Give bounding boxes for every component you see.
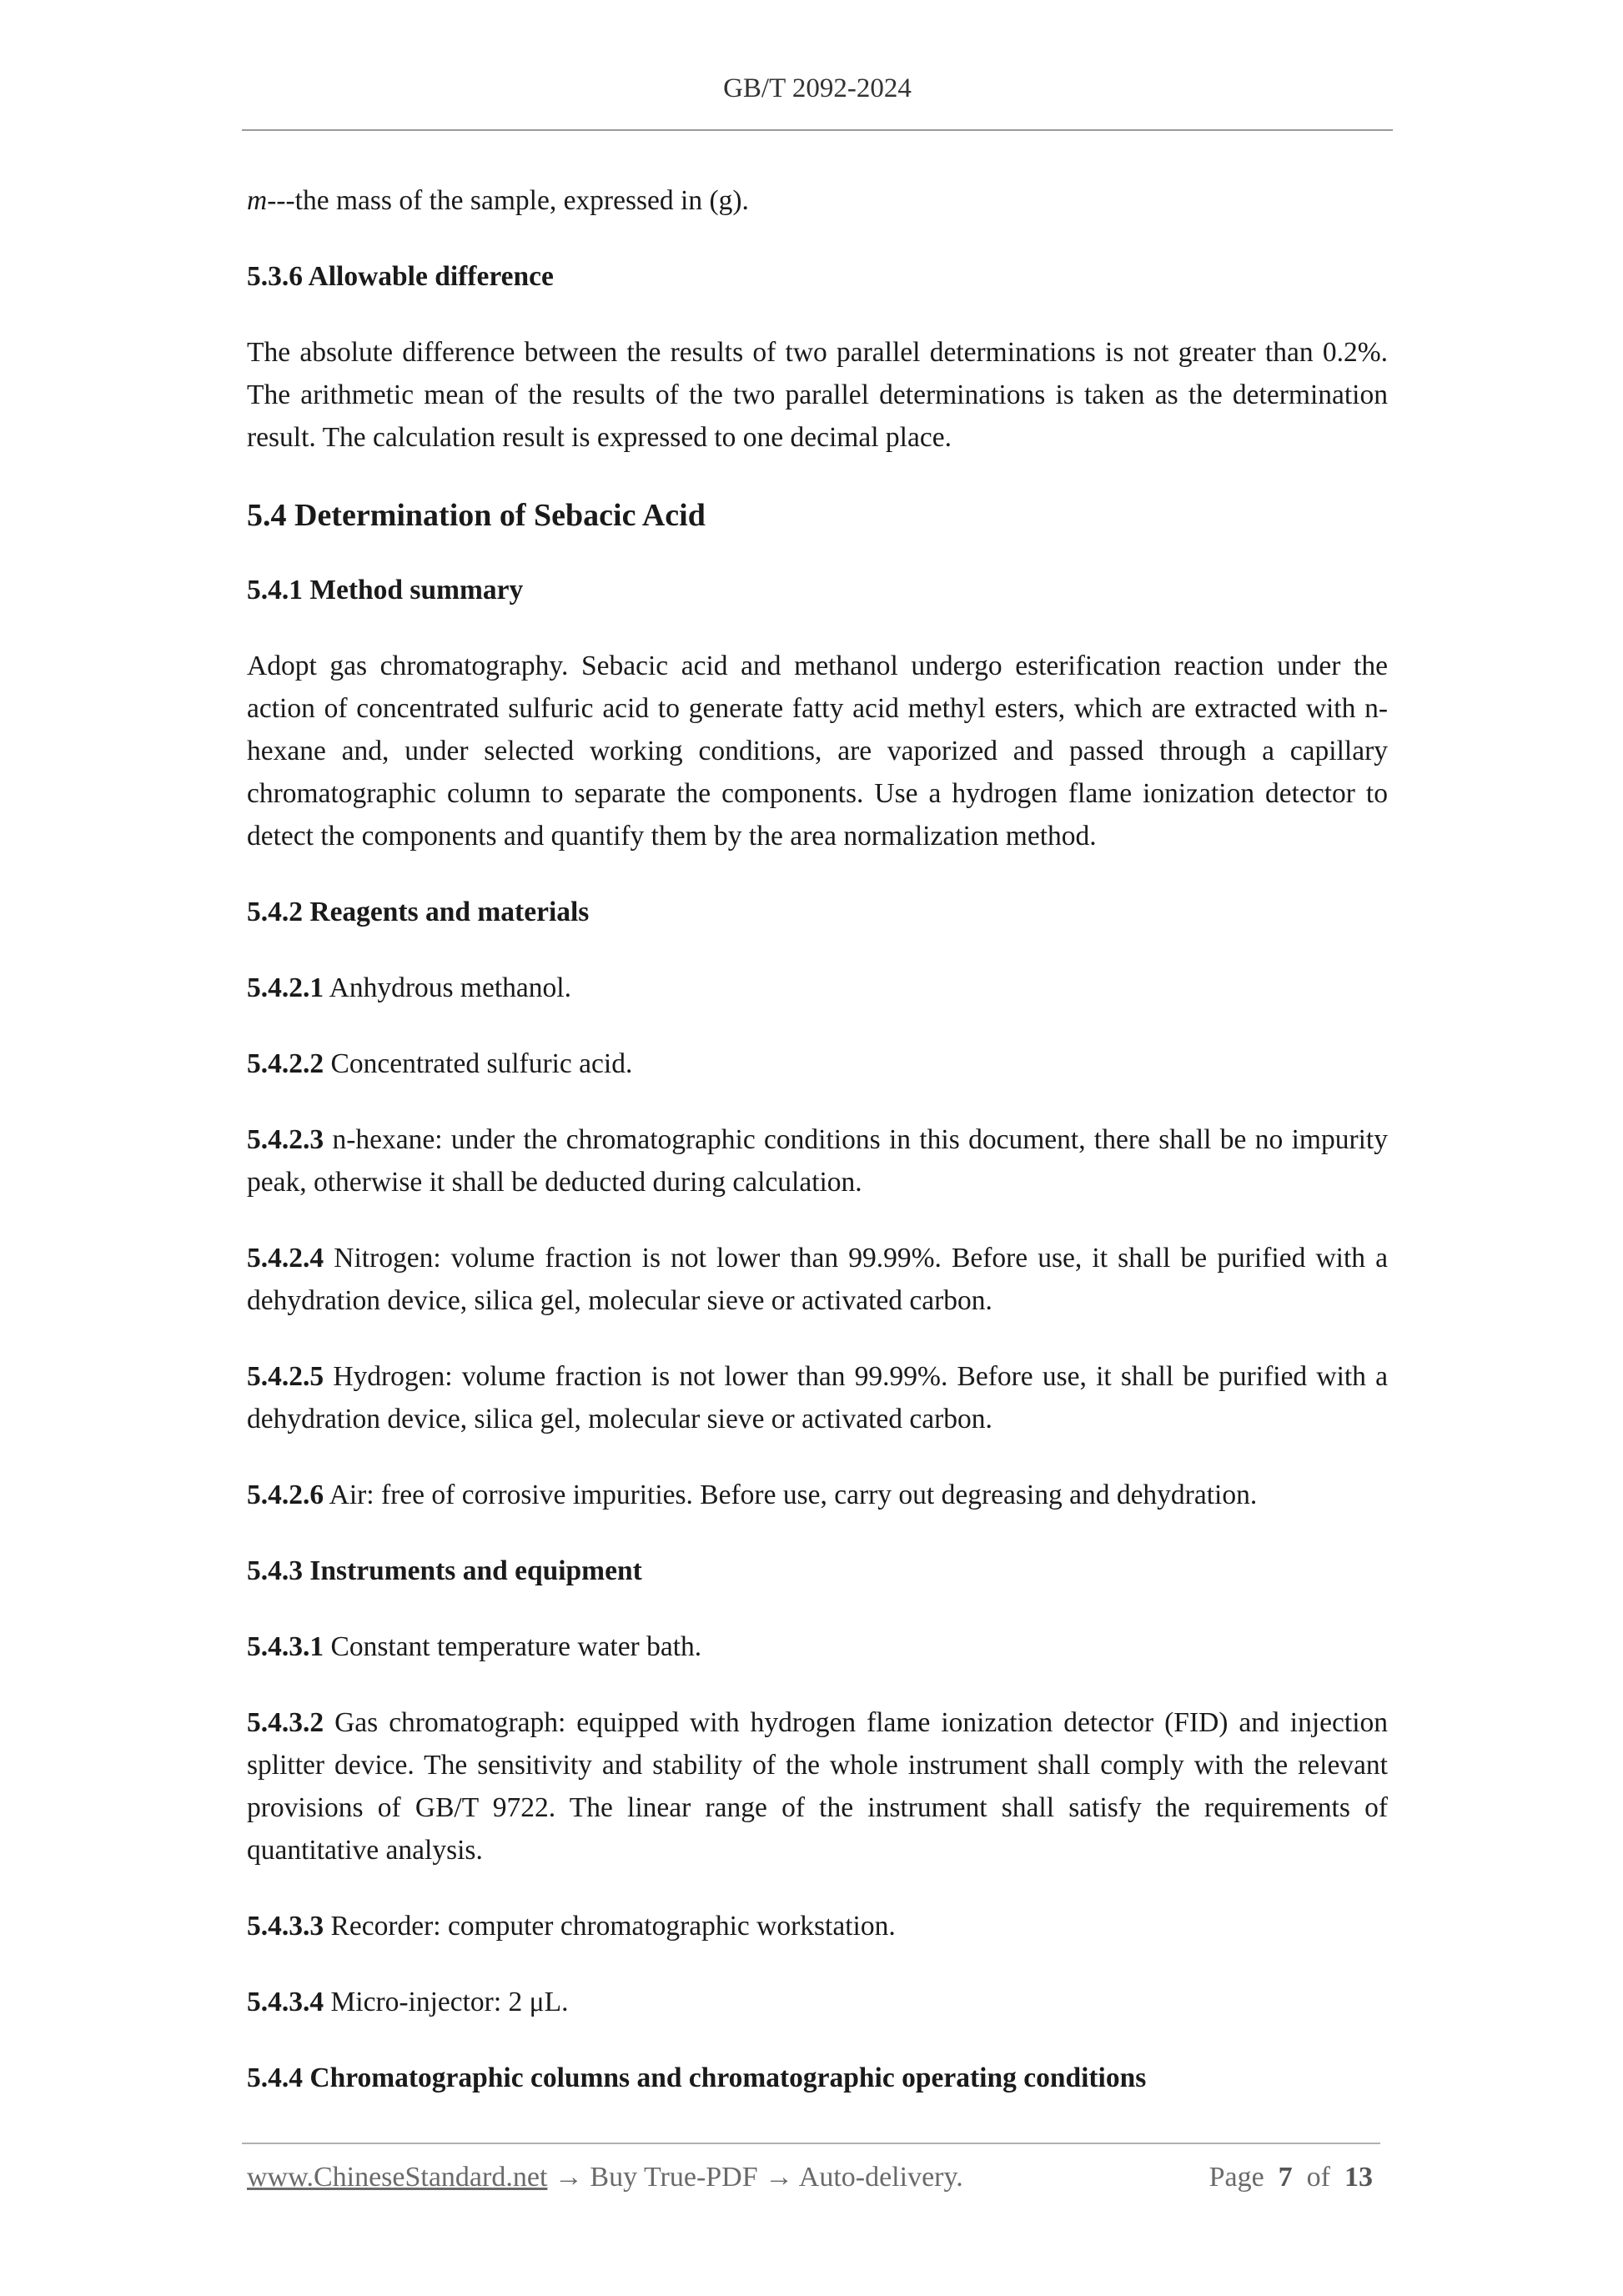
- page-header: GB/T 2092-2024: [723, 73, 912, 103]
- heading-5-4-1: 5.4.1 Method summary: [247, 575, 524, 605]
- clause-number: 5.4.2.6: [247, 1480, 324, 1510]
- clause-number: 5.4.2.1: [247, 972, 324, 1003]
- clause-text: Concentrated sulfuric acid.: [324, 1048, 633, 1079]
- clause-5-4-3-1: [247, 1625, 1388, 1668]
- clause-number: 5.4.2.2: [247, 1048, 324, 1079]
- variable-symbol: m: [247, 185, 268, 216]
- heading-5-4-2: 5.4.2 Reagents and materials: [247, 897, 590, 927]
- clause-number: 5.4.3.2: [247, 1707, 324, 1738]
- paragraph-5-3-6: The absolute difference between the results of two parallel determinations is not greater than 0.2%. The arithmetic mean of the results of the two parallel determinations is taken as the determination result. The calculation result is expressed to one decimal place.: [247, 337, 1388, 453]
- clause-5-4-3-3: [247, 1905, 1388, 1947]
- clause-5-4-2-2: [247, 1042, 1388, 1085]
- clause-number: 5.4.2.5: [247, 1361, 324, 1392]
- heading-5-4-4: 5.4.4 Chromatographic columns and chromatographic operating conditions: [247, 2062, 1147, 2093]
- variable-description: ---the mass of the sample, expressed in (g).: [267, 185, 749, 216]
- clause-5-4-2-3: [247, 1118, 1388, 1203]
- clause-text: Nitrogen: volume fraction is not lower than 99.99%. Before use, it shall be purified with a dehydration device, silica gel, molecular sieve or activated carbon.: [247, 1243, 1388, 1316]
- clause-5-4-2-1: [247, 967, 1388, 1009]
- clause-text: Recorder: computer chromatographic workstation.: [324, 1911, 896, 1942]
- clause-5-4-2-4: [247, 1237, 1388, 1322]
- total-pages: 13: [1344, 2162, 1373, 2193]
- clause-5-4-2-5: [247, 1355, 1388, 1440]
- clause-text: Air: free of corrosive impurities. Before use, carry out degreasing and dehydration.: [324, 1480, 1258, 1510]
- clause-5-4-2-6: [247, 1474, 1388, 1516]
- heading-5-4: 5.4 Determination of Sebacic Acid: [247, 498, 706, 533]
- buy-pdf-text: Buy True-PDF: [590, 2162, 758, 2193]
- header-divider: [242, 129, 1393, 131]
- variable-definition: [247, 179, 1388, 222]
- clause-text: Anhydrous methanol.: [324, 972, 571, 1003]
- clause-text: Constant temperature water bath.: [324, 1631, 702, 1662]
- clause-5-4-3-4: [247, 1981, 1388, 2023]
- clause-number: 5.4.3.1: [247, 1631, 324, 1662]
- page-label: Page: [1208, 2162, 1264, 2193]
- page-number: [1209, 2162, 1373, 2193]
- auto-delivery-text: Auto-delivery.: [798, 2162, 963, 2193]
- arrow-icon: →: [757, 2162, 799, 2193]
- clause-text: Gas chromatograph: equipped with hydrogen flame ionization detector (FID) and injection splitter device. The sensitivity and stability of the whole instrument shall comply with the relevant provisions of GB/T 9722. The linear range of the instrument shall satisfy the requirements of quantitative analysis.: [247, 1707, 1388, 1866]
- clause-5-4-3-2: [247, 1701, 1388, 1871]
- clause-text: Hydrogen: volume fraction is not lower than 99.99%. Before use, it shall be purified with a dehydration device, silica gel, molecular sieve or activated carbon.: [247, 1361, 1388, 1434]
- footer-promo: [247, 2162, 963, 2193]
- current-page: 7: [1278, 2162, 1293, 2193]
- heading-5-3-6: 5.3.6 Allowable difference: [247, 261, 554, 292]
- document-body: [247, 179, 1388, 2133]
- clause-text: n-hexane: under the chromatographic conditions in this document, there shall be no impurity peak, otherwise it shall be deducted during calculation.: [247, 1124, 1388, 1198]
- footer-divider: [242, 2143, 1380, 2144]
- arrow-icon: →: [547, 2162, 590, 2193]
- of-label: of: [1306, 2162, 1330, 2193]
- clause-text: Micro-injector: 2 μL.: [324, 1987, 569, 2017]
- paragraph-5-4-1: Adopt gas chromatography. Sebacic acid and methanol undergo esterification reaction under the action of concentrated sulfuric acid to generate fatty acid methyl esters, which are extracted with n-hexane and, under selected working conditions, are vaporized and passed through a capillary chromatographic column to separate the components. Use a hydrogen flame ionization detector to detect the components and quantify them by the area normalization method.: [247, 651, 1388, 852]
- heading-5-4-3: 5.4.3 Instruments and equipment: [247, 1555, 642, 1586]
- clause-number: 5.4.2.4: [247, 1243, 324, 1274]
- website-link[interactable]: www.ChineseStandard.net: [247, 2162, 548, 2193]
- clause-number: 5.4.3.3: [247, 1911, 324, 1942]
- clause-number: 5.4.2.3: [247, 1124, 324, 1155]
- clause-number: 5.4.3.4: [247, 1987, 324, 2017]
